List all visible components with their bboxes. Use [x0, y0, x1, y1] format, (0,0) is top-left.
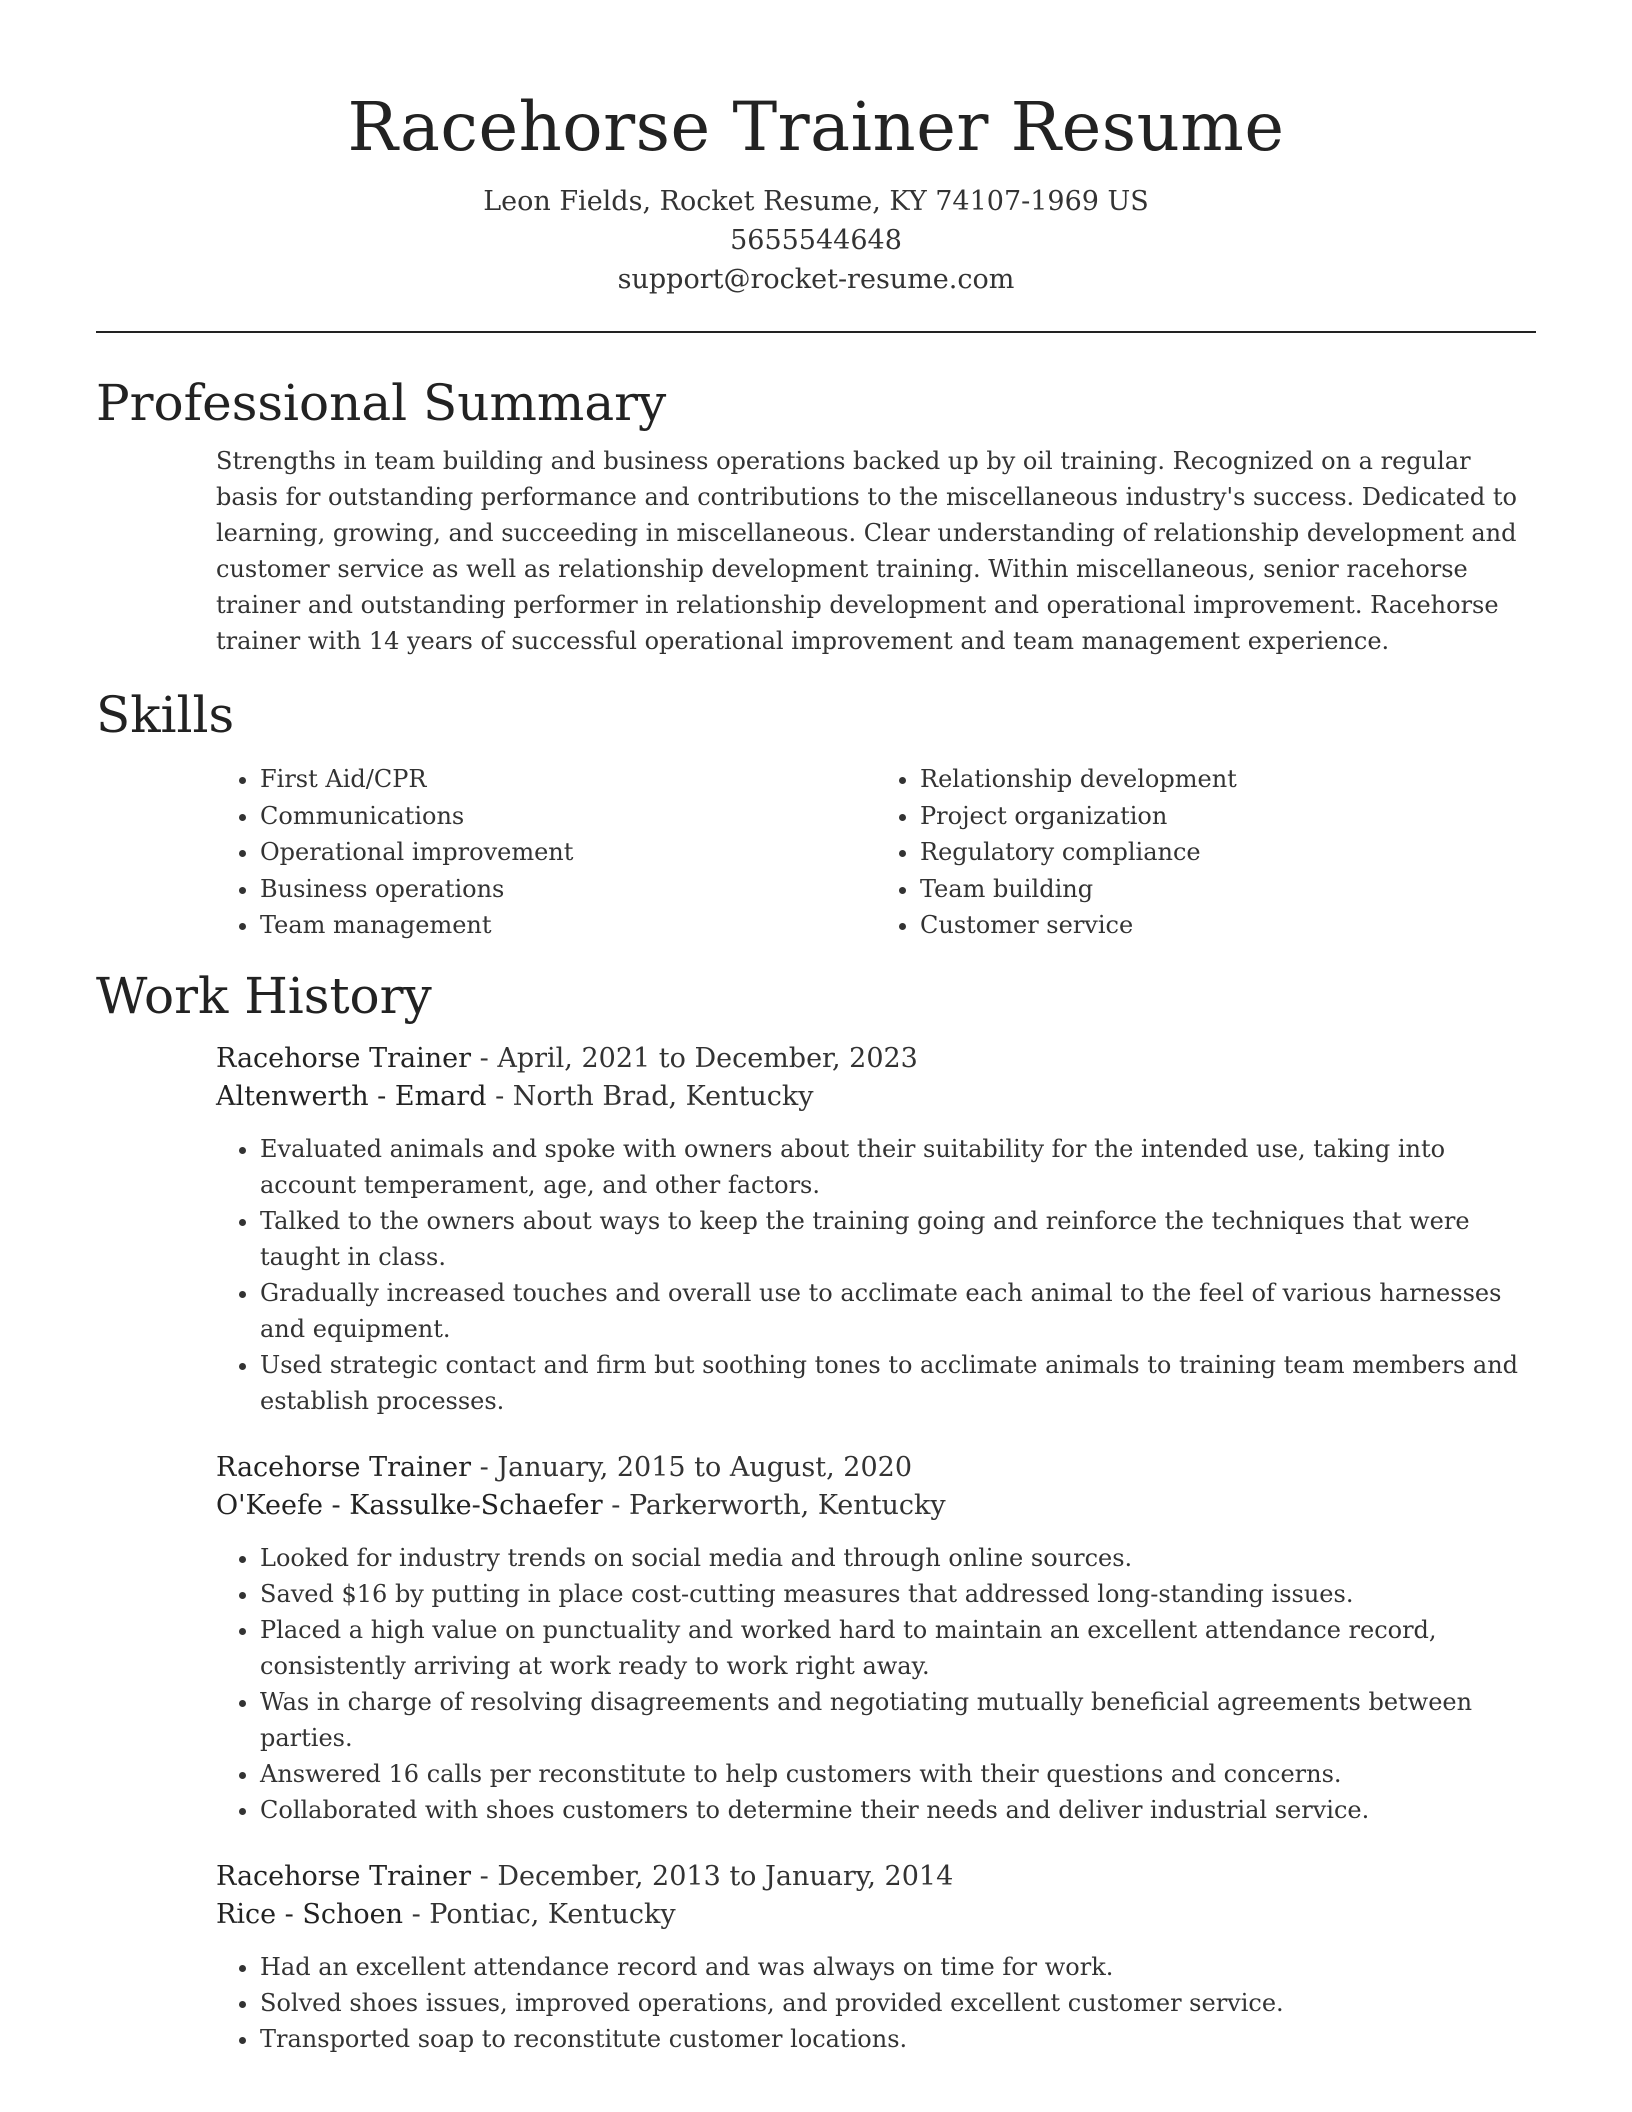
job-bullet: • Answered 16 calls per reconstitute to help customers with their questions and concerns. [260, 1756, 1536, 1792]
skills-section [96, 683, 1536, 944]
contact-email: support@rocket-resume.com [617, 264, 1015, 295]
job-entry [216, 1040, 1536, 1419]
job-dates: April, 2021 to December, 2023 [497, 1042, 918, 1074]
job-bullets [216, 1949, 1536, 2057]
job-company: O'Keefe - Kassulke-Schaefer [216, 1490, 603, 1521]
skill-item: • Business operations [260, 871, 876, 908]
job-bullet: • Saved $16 by putting in place cost-cutting measures that addressed long-standing issues. [260, 1576, 1536, 1612]
job-bullet: • Gradually increased touches and overall use to acclimate each animal to the feel of various harnesses and equipment. [260, 1275, 1536, 1347]
separator: - [602, 1490, 629, 1521]
skill-item: • Customer service [920, 907, 1536, 944]
section-heading-summary: Professional Summary [96, 374, 667, 432]
separator: - [402, 1899, 430, 1930]
job-bullet: • Placed a high value on punctuality and worked hard to maintain an excellent attendance record, consistently arriving at work ready to work right away. [260, 1612, 1536, 1684]
resume-page [96, 0, 1536, 2057]
work-history-section [96, 964, 1536, 2057]
job-bullets [216, 1131, 1536, 1419]
job-company-line [216, 1487, 1536, 1526]
summary-text: Strengths in team building and business operations backed up by oil training. Recognized on a regular basis for outstanding performance and contributions to the miscellaneous industry's success. Dedicated to learning, growing, and succeeding in miscellaneous. Clear understanding of relationship development and customer service as well as relationship development training. Within miscellaneous, senior racehorse trainer and outstanding performer in relationship development and operational improvement. Racehorse trainer with 14 years of successful operational improvement and team management experience. [216, 447, 1517, 655]
separator: - [486, 1081, 513, 1112]
professional-summary-section [96, 371, 1536, 659]
skill-item: • Team management [260, 907, 876, 944]
skill-item: • Regulatory compliance [920, 834, 1536, 871]
job-entry [216, 1858, 1536, 2057]
skills-list-right [876, 761, 1536, 944]
job-title-line [216, 1858, 1536, 1897]
skill-item: • First Aid/CPR [260, 761, 876, 798]
skills-columns [216, 761, 1536, 944]
job-company-line [216, 1078, 1536, 1117]
skill-item: • Relationship development [920, 761, 1536, 798]
job-bullet: • Had an excellent attendance record and was always on time for work. [260, 1949, 1536, 1985]
resume-header [96, 0, 1536, 299]
section-heading-skills: Skills [96, 686, 235, 744]
job-entry [216, 1449, 1536, 1828]
job-title: Racehorse Trainer [216, 1451, 472, 1483]
job-bullet: • Was in charge of resolving disagreements and negotiating mutually beneficial agreements between parties. [260, 1684, 1536, 1756]
job-company: Rice - Schoen [216, 1899, 403, 1930]
job-company: Altenwerth - Emard [216, 1081, 487, 1112]
job-bullet: • Looked for industry trends on social media and through online sources. [260, 1540, 1536, 1576]
skills-list-left [216, 761, 876, 944]
job-bullets [216, 1540, 1536, 1828]
skill-item: • Operational improvement [260, 834, 876, 871]
contact-address: Leon Fields, Rocket Resume, KY 74107-1969 US [483, 186, 1149, 217]
job-dates: January, 2015 to August, 2020 [497, 1451, 913, 1483]
job-bullet: • Transported soap to reconstitute customer locations. [260, 2021, 1536, 2057]
skill-item: • Project organization [920, 798, 1536, 835]
contact-info [96, 182, 1536, 299]
job-title-line [216, 1449, 1536, 1488]
job-dates: December, 2013 to January, 2014 [497, 1860, 954, 1892]
job-title: Racehorse Trainer [216, 1042, 472, 1074]
separator: - [471, 1042, 498, 1074]
separator: - [471, 1451, 498, 1483]
header-divider [96, 331, 1536, 333]
job-title-line [216, 1040, 1536, 1079]
job-bullet: • Used strategic contact and firm but soothing tones to acclimate animals to training team members and establish processes. [260, 1347, 1536, 1419]
job-location: North Brad, Kentucky [512, 1081, 814, 1112]
job-title: Racehorse Trainer [216, 1860, 472, 1892]
job-bullet: • Solved shoes issues, improved operations, and provided excellent customer service. [260, 1985, 1536, 2021]
skill-item: • Team building [920, 871, 1536, 908]
job-location: Parkerworth, Kentucky [628, 1490, 946, 1521]
job-location: Pontiac, Kentucky [429, 1899, 676, 1930]
job-bullet: • Evaluated animals and spoke with owners about their suitability for the intended use, taking into account temperament, age, and other factors. [260, 1131, 1536, 1203]
contact-phone: 5655544648 [730, 225, 902, 256]
resume-title: Racehorse Trainer Resume [347, 88, 1285, 166]
job-bullet: • Talked to the owners about ways to keep the training going and reinforce the techniques that were taught in class. [260, 1203, 1536, 1275]
section-heading-work: Work History [96, 966, 432, 1025]
job-bullet: • Collaborated with shoes customers to determine their needs and deliver industrial service. [260, 1792, 1536, 1828]
skill-item: • Communications [260, 798, 876, 835]
job-company-line [216, 1896, 1536, 1935]
separator: - [471, 1860, 498, 1892]
